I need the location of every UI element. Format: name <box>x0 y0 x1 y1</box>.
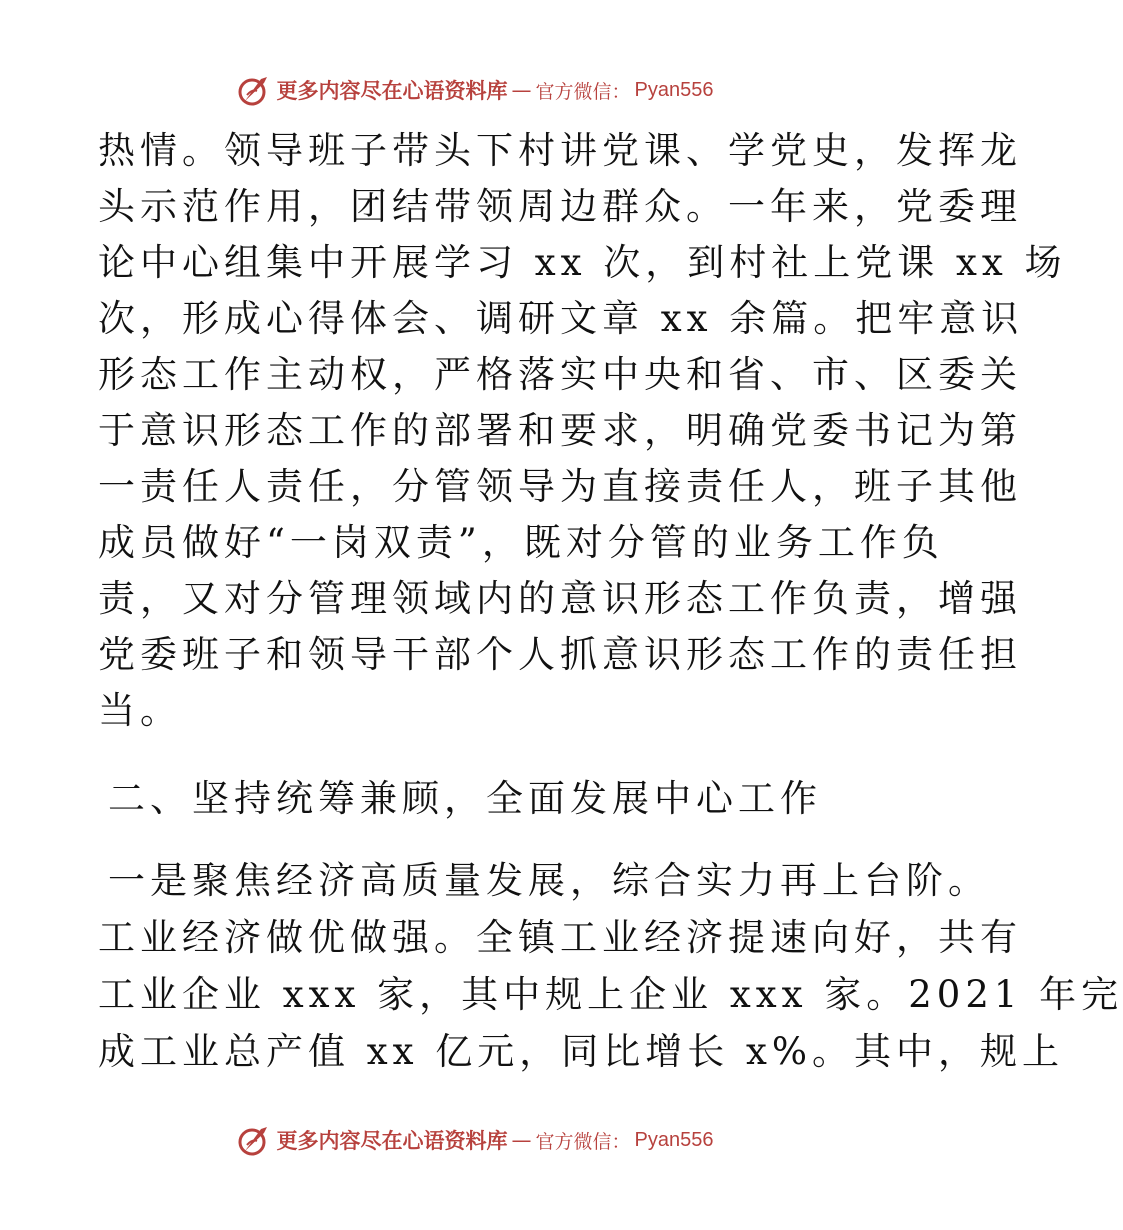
body-line: 论中心组集中开展学习 xx 次，到村社上党课 xx 场 <box>98 241 1067 284</box>
body-line: 热情。领导班子带头下村讲党课、学党史，发挥龙 <box>98 129 1022 172</box>
footer-banner-wechat-label: 官方微信： <box>535 1130 631 1153</box>
body-line: 当。 <box>98 689 182 732</box>
header-banner <box>0 70 950 110</box>
subsection-line: 工业经济做优做强。全镇工业经济提速向好，共有 <box>98 916 1022 959</box>
footer-banner <box>0 1120 950 1160</box>
body-line: 头示范作用，团结带领周边群众。一年来，党委理 <box>98 185 1022 228</box>
quill-pen-logo-icon <box>237 73 271 107</box>
footer-banner-wechat-handle: Pyan556 <box>634 1128 714 1151</box>
header-banner-wechat-label: 官方微信： <box>535 80 631 103</box>
body-line: 于意识形态工作的部署和要求，明确党委书记为第 <box>98 409 1022 452</box>
body-line: 责，又对分管理领域内的意识形态工作负责，增强 <box>98 577 1022 620</box>
body-line: 一责任人责任，分管领导为直接责任人，班子其他 <box>98 465 1022 508</box>
quill-pen-logo-icon <box>237 1123 271 1157</box>
header-banner-separator: — <box>511 78 532 102</box>
subsection-line: 工业企业 xxx 家，其中规上企业 xxx 家。2021 年完 <box>98 973 1123 1016</box>
subsection-line: 一是聚焦经济高质量发展，综合实力再上台阶。 <box>108 859 990 902</box>
footer-banner-separator: — <box>511 1128 532 1152</box>
section-heading: 二、坚持统筹兼顾，全面发展中心工作 <box>108 777 822 820</box>
header-banner-title: 更多内容尽在心语资料库 <box>276 78 508 103</box>
body-line: 党委班子和领导干部个人抓意识形态工作的责任担 <box>98 633 1022 676</box>
subsection-line: 成工业总产值 xx 亿元，同比增长 x%。其中，规上 <box>98 1030 1065 1073</box>
body-line: 成员做好“一岗双责”，既对分管的业务工作负 <box>98 521 944 564</box>
header-banner-wechat-handle: Pyan556 <box>634 78 714 101</box>
body-line: 形态工作主动权，严格落实中央和省、市、区委关 <box>98 353 1022 396</box>
body-line: 次，形成心得体会、调研文章 xx 余篇。把牢意识 <box>98 297 1024 340</box>
footer-banner-title: 更多内容尽在心语资料库 <box>276 1128 508 1153</box>
